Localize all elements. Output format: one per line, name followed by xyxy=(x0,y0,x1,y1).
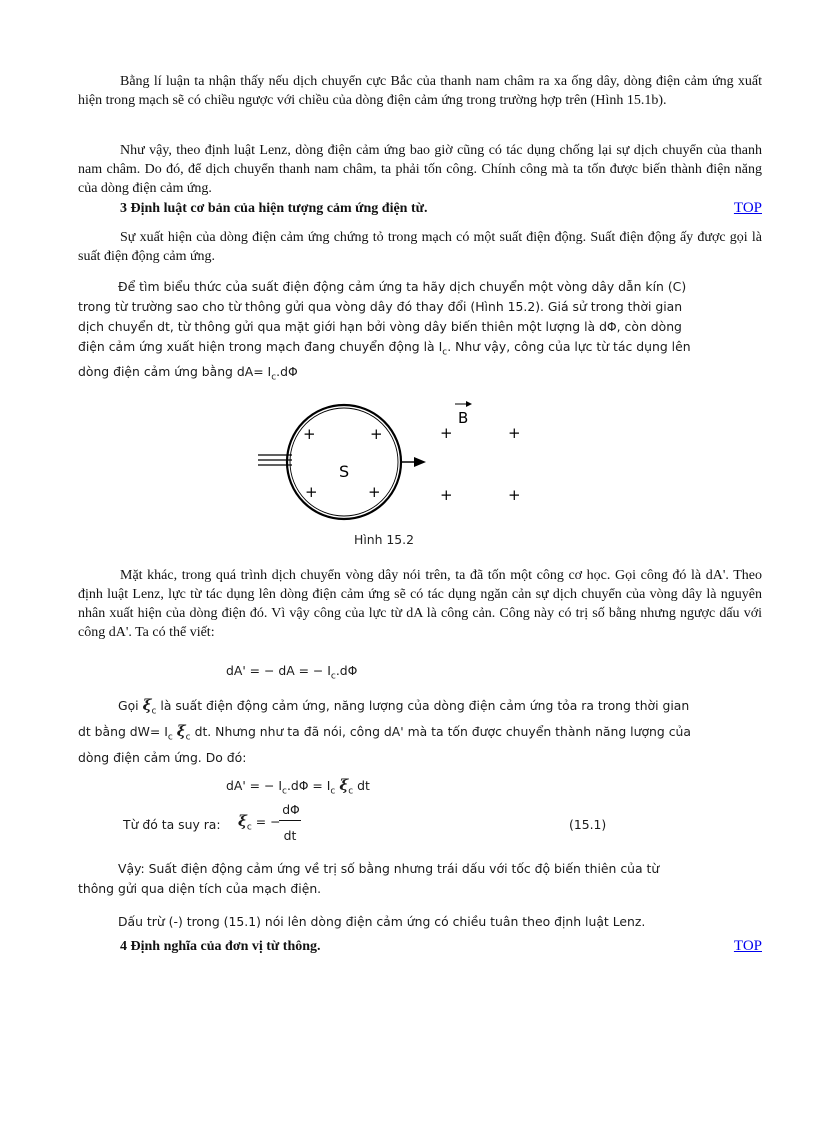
paragraph-minus-sign: Dấu trừ (-) trong (15.1) nói lên dòng điện cảm ứng có chiều tuân theo định luật Lenz. xyxy=(118,914,646,929)
section-heading-3: 3 Định luật cơ bản của hiện tượng cảm ứng điện từ. xyxy=(120,201,428,216)
fraction-denominator: dt xyxy=(283,828,297,843)
equation-energy xyxy=(226,776,370,796)
text-run: . Như vậy, công của lực từ tác dụng lên dòng điện cảm ứng bằng dA= I xyxy=(78,339,691,380)
top-link-1[interactable]: TOP xyxy=(733,200,762,216)
surface-label-s: S xyxy=(339,462,350,481)
subscript-c: c xyxy=(281,786,287,797)
text-run: Để tìm biểu thức của suất điện động cảm ứng ta hãy dịch chuyển một vòng dây dẫn kín (C) trong từ trường sao cho từ thông gửi qua vòng dây đó thay đổi (Hình 15.2). Giá sử trong thời gian dịch chuyển dt, từ thông gửi qua mặt giới hạn bởi vòng dây biến thiên một lượng là dΦ, còn dòng điện cảm ứng xuất hiện trong mạch đang chuyển động là I xyxy=(78,279,687,354)
paragraph-conclusion: Vậy: Suất điện động cảm ứng về trị số bằng nhưng trái dấu với tốc độ biến thiên của từ thông gửi qua diện tích của mạch điện. xyxy=(78,861,660,896)
subscript-c: c xyxy=(330,671,336,682)
equation-text: .dΦ xyxy=(335,663,358,678)
figure-caption: Hình 15.2 xyxy=(354,532,414,547)
deduce-label: Từ đó ta suy ra: xyxy=(123,817,221,832)
text-run: là suất điện động cảm ứng, năng lượng của dòng điện cảm ứng tỏa ra trong thời gian dt bằng dW= I xyxy=(78,698,690,740)
equation-text: .dΦ = I xyxy=(286,778,331,793)
subscript-c: c xyxy=(151,706,157,717)
text-run: Gọi xyxy=(118,698,139,713)
subscript-c: c xyxy=(348,786,354,797)
equation-number: (15.1) xyxy=(569,817,607,832)
motion-arrow xyxy=(401,457,426,467)
xi-symbol: ξ xyxy=(142,696,152,714)
equation-emf xyxy=(238,812,281,832)
field-plus: + xyxy=(303,425,316,443)
fraction-numerator: dΦ xyxy=(282,802,300,817)
xi-symbol: ξ xyxy=(238,812,247,830)
subscript-c: c xyxy=(185,732,191,743)
text-run: dt. Nhưng như ta đã nói, công dA' mà ta tốn được chuyển thành năng lượng của dòng điện cảm ứng. Do đó: xyxy=(78,724,691,765)
paragraph-mechanical-work: Mặt khác, trong quá trình dịch chuyển vòng dây nói trên, ta đã tốn một công cơ học. Gọi công đó là dA'. Theo định luật Lenz, lực từ tác dụng lên dòng điện cảm ứng sẽ có tác dụng ngăn cản sự dịch chuyển của vòng dây là nguyên nhân xuất hiện của dòng điện đó. Vì vậy công của lực từ dA là công cản. Công này có trị số bằng nhưng ngược dấu với công dA'. Ta có thể viết: xyxy=(78,568,762,640)
subscript-c: c xyxy=(330,786,336,797)
b-label: B xyxy=(458,409,469,427)
subscript-c: c xyxy=(271,372,277,383)
xi-symbol: ξ xyxy=(339,776,349,794)
field-plus: + xyxy=(508,424,521,442)
fraction-bar xyxy=(279,820,301,821)
field-plus: + xyxy=(305,483,318,501)
text-run: .dΦ xyxy=(276,364,298,380)
field-plus: + xyxy=(368,483,381,501)
paragraph-energy xyxy=(78,695,698,768)
paragraph-induced-emf: Sự xuất hiện của dòng điện cảm ứng chứng tỏ trong mạch có một suất điện động. Suất điện động ấy được gọi là suất điện động cảm ứng. xyxy=(78,230,762,264)
section-heading-4: 4 Định nghĩa của đơn vị từ thông. xyxy=(120,939,321,954)
field-plus: + xyxy=(440,424,453,442)
paragraph-lenz-work: Như vậy, theo định luật Lenz, dòng điện cảm ứng bao giờ cũng có tác dụng chống lại sự dịch chuyển của thanh nam châm. Do đó, để dịch chuyển thanh nam châm, ta phải tốn công. Chính công mà ta tốn được biến thành điện năng của dòng điện cảm ứng. xyxy=(78,143,762,196)
paragraph-reverse-current: Bằng lí luận ta nhận thấy nếu dịch chuyển cực Bắc của thanh nam châm ra xa ống dây, dòng điện cảm ứng xuất hiện trong mạch sẽ có chiều ngược với chiều của dòng điện cảm ứng trong trường hợp trên (Hình 15.1b). xyxy=(78,74,762,108)
subscript-c: c xyxy=(246,822,252,833)
paragraph-emf-derivation xyxy=(78,277,698,388)
vector-b-label xyxy=(455,401,472,427)
top-link-2[interactable]: TOP xyxy=(733,938,762,954)
equation-work xyxy=(226,663,357,681)
equation-text: dt xyxy=(357,778,370,793)
field-plus: + xyxy=(370,425,383,443)
subscript-c: c xyxy=(442,347,448,358)
field-plus: + xyxy=(440,486,453,504)
figure-15-2 xyxy=(250,395,540,525)
equation-text: dA' = − dA = − I xyxy=(226,663,331,678)
equation-text: = − xyxy=(255,814,281,829)
subscript-c: c xyxy=(167,732,173,743)
field-plus: + xyxy=(508,486,521,504)
equation-text: dA' = − I xyxy=(226,778,282,793)
xi-symbol: ξ xyxy=(176,722,186,741)
